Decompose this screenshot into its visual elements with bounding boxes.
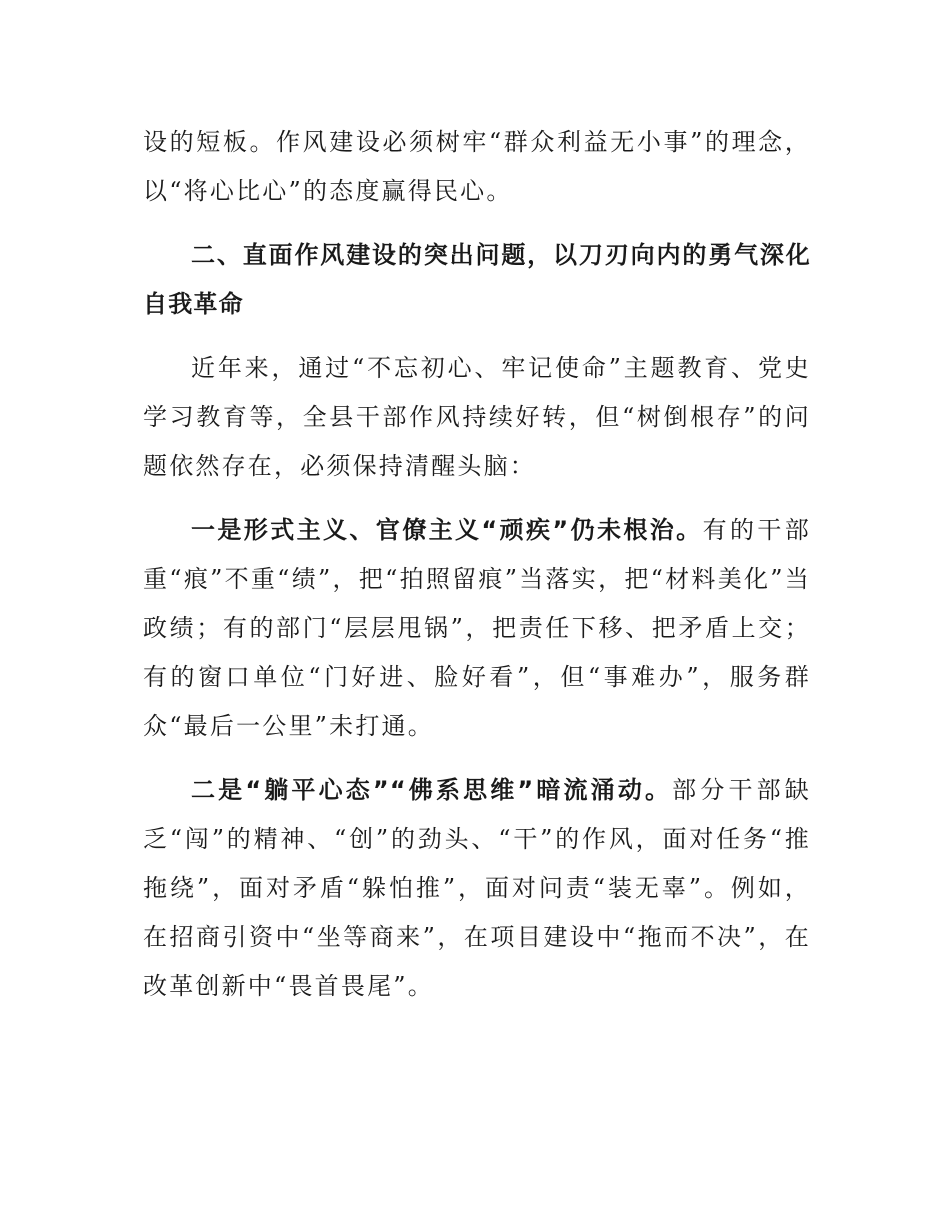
paragraph-lead: 一是形式主义、官僚主义“顽疾”仍未根治。	[191, 516, 703, 544]
paragraph-continuation	[143, 118, 811, 216]
paragraph-intro	[143, 344, 811, 491]
paragraph-text: 近年来，通过“不忘初心、牢记使命”主题教育、党史学习教育等，全县干部作风持续好转，但“树倒根存”的问题依然存在，必须保持清醒头脑：	[143, 354, 811, 480]
document-body	[143, 118, 811, 1011]
paragraph-text: 有的干部重“痕”不重“绩”，把“拍照留痕”当落实，把“材料美化”当政绩；有的部门“层层甩锅”，把责任下移、把矛盾上交；有的窗口单位“门好进、脸好看”，但“事难办”，服务群众“最后一公里”未打通。	[143, 516, 811, 740]
paragraph-point-two	[143, 766, 811, 1011]
paragraph-text: 设的短板。作风建设必须树牢“群众利益无小事”的理念，以“将心比心”的态度赢得民心。	[143, 128, 811, 205]
section-heading	[143, 231, 811, 329]
paragraph-lead: 二是“躺平心态”“佛系思维”暗流涌动。	[191, 776, 673, 804]
paragraph-text: 部分干部缺乏“闯”的精神、“创”的劲头、“干”的作风，面对任务“推拖绕”，面对矛盾“躲怕推”，面对问责“装无辜”。例如，在招商引资中“坐等商来”，在项目建设中“拖而不决”，在改革创新中“畏首畏尾”。	[143, 776, 811, 1000]
section-heading-text: 二、直面作风建设的突出问题，以刀刃向内的勇气深化自我革命	[143, 241, 811, 318]
paragraph-point-one	[143, 506, 811, 751]
